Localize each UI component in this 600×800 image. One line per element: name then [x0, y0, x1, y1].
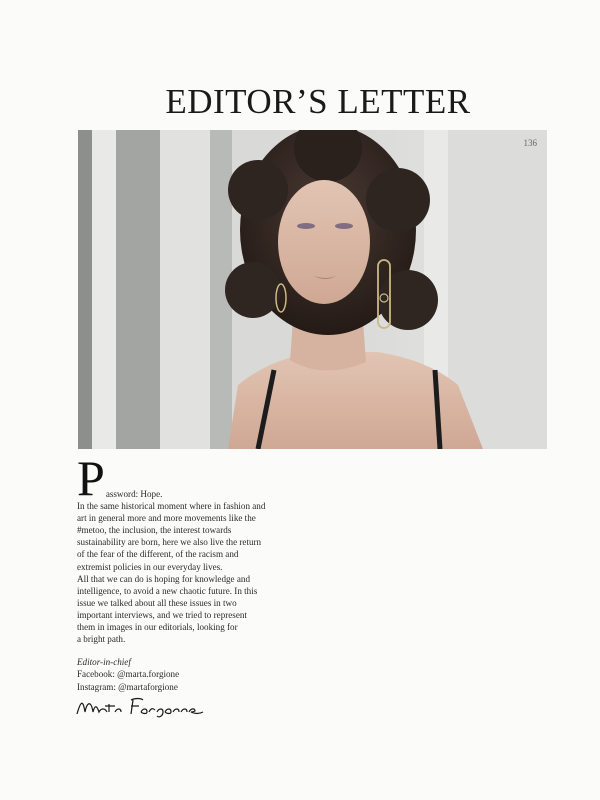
signoff-block — [77, 656, 297, 693]
letter-line: them in images in our editorials, looking for — [77, 622, 238, 633]
page-title: EDITOR’S LETTER — [165, 82, 471, 121]
letter-line: intelligence, to avoid a new chaotic future. In this — [77, 585, 258, 596]
letter-line: assword: Hope. — [105, 489, 163, 499]
letter-line: important interviews, and we tried to represent — [77, 609, 247, 620]
letter-line: a bright path. — [77, 634, 126, 645]
letter-line: All that we can do is hoping for knowledge and — [77, 573, 250, 584]
editor-role: Editor-in-chief — [77, 657, 131, 667]
letter-line: issue we talked about all these issues in two — [77, 597, 237, 608]
page-number: 136 — [523, 138, 537, 148]
instagram-handle: Instagram: @martaforgione — [77, 681, 178, 692]
handwritten-signature — [75, 694, 205, 720]
facebook-handle: Facebook: @marta.forgione — [77, 669, 180, 680]
portrait-illustration — [78, 130, 547, 449]
cover-photo — [78, 130, 547, 449]
letter-line: In the same historical moment where in fashion and — [77, 501, 266, 512]
letter-line: of the fear of the different, of the racism and — [77, 549, 239, 560]
letter-line: sustainability are born, here we also live the return — [77, 537, 262, 548]
letter-line: art in general more and more movements like the — [77, 513, 256, 524]
letter-body — [77, 450, 277, 645]
letter-line: #metoo, the inclusion, the interest towards — [77, 525, 232, 536]
letter-line: extremist policies in our everyday lives. — [77, 561, 223, 572]
drop-cap: P — [77, 450, 105, 506]
